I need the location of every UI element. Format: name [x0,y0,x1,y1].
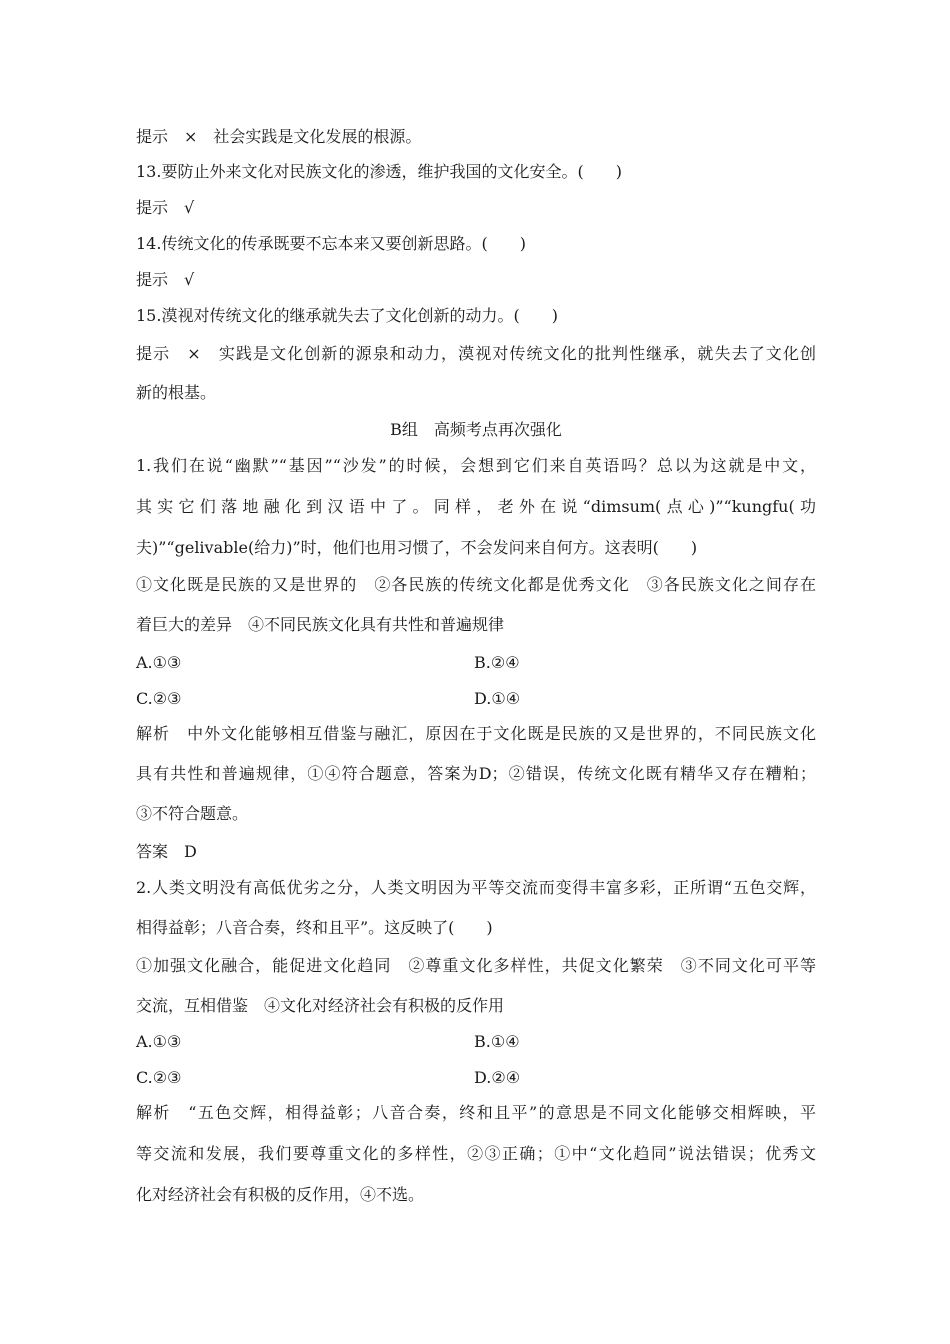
question-15: 15.漠视对传统文化的继承就失去了文化创新的动力。( ) [136,306,558,325]
hint-text: 提示 √ [136,198,195,217]
question-2-stem: 2.人类文明没有高低优劣之分，人类文明因为平等交流而变得丰富多彩，正所谓“五色交辉， [136,878,816,897]
option-a: A.①③ [136,653,182,672]
hint-text: 提示 √ [136,270,195,289]
analysis-text: 解析 中外文化能够相互借鉴与融汇，原因在于文化既是民族的又是世界的，不同民族文化 [136,724,816,743]
question-1-stem: 1.我们在说“幽默”“基因”“沙发”的时候，会想到它们来自英语吗？总以为这就是中文， [136,456,816,475]
question-1-stem: 夫)”“gelivable(给力)”时，他们也用习惯了，不会发问来自何方。这表明( ) [136,538,698,557]
analysis-text: 具有共性和普遍规律，①④符合题意，答案为D；②错误，传统文化既有精华又存在糟粕； [136,764,816,783]
analysis-text: 解析 “五色交辉，相得益彰；八音合奏，终和且平”的意思是不同文化能够交相辉映，平 [136,1103,816,1122]
option-b: B.①④ [474,1032,520,1051]
hint-text-continued: 新的根基。 [136,383,217,402]
answer-text: 答案 D [136,842,197,861]
option-c: C.②③ [136,689,182,708]
question-1-stem: 其实它们落地融化到汉语中了。同样，老外在说“dimsum(点心)”“kungfu(功 [136,497,816,516]
option-a: A.①③ [136,1032,182,1051]
question-2-stem: 相得益彰；八音合奏，终和且平”。这反映了( ) [136,918,493,937]
question-2-statements: ①加强文化融合，能促进文化趋同 ②尊重文化多样性，共促文化繁荣 ③不同文化可平等 [136,956,816,975]
hint-text: 提示 × 社会实践是文化发展的根源。 [136,127,422,146]
question-1-statements: 着巨大的差异 ④不同民族文化具有共性和普遍规律 [136,615,505,634]
analysis-text: 化对经济社会有积极的反作用，④不选。 [136,1185,425,1204]
section-title: B组 高频考点再次强化 [390,420,562,439]
option-b: B.②④ [474,653,520,672]
question-1-statements: ①文化既是民族的又是世界的 ②各民族的传统文化都是优秀文化 ③各民族文化之间存在 [136,575,816,594]
question-14: 14.传统文化的传承既要不忘本来又要创新思路。( ) [136,234,526,253]
option-d: D.②④ [474,1068,521,1087]
question-2-statements: 交流，互相借鉴 ④文化对经济社会有积极的反作用 [136,996,505,1015]
analysis-text: ③不符合题意。 [136,804,249,823]
option-d: D.①④ [474,689,521,708]
option-c: C.②③ [136,1068,182,1087]
hint-text: 提示 × 实践是文化创新的源泉和动力，漠视对传统文化的批判性继承，就失去了文化创 [136,344,816,363]
question-13: 13.要防止外来文化对民族文化的渗透，维护我国的文化安全。( ) [136,162,622,181]
analysis-text: 等交流和发展，我们要尊重文化的多样性，②③正确；①中“文化趋同”说法错误；优秀文 [136,1144,816,1163]
